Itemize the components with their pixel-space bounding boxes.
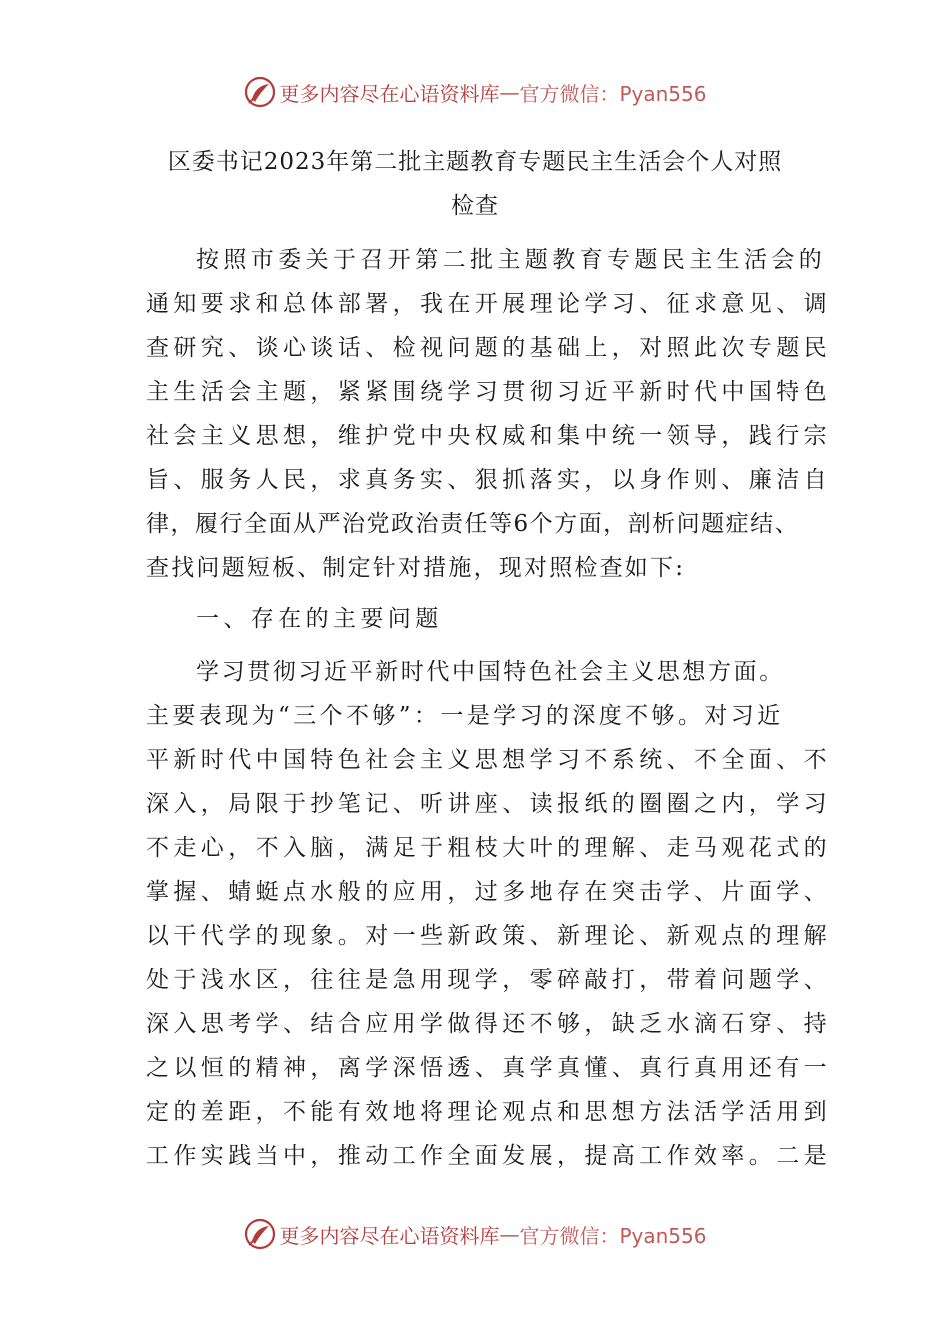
body-line: 不走心，不入脑，满足于粗枝大叶的理解、走马观花式的	[146, 835, 831, 861]
watermark-brand-text: 更多内容尽在心语资料库	[279, 1223, 500, 1248]
body-line: 深入，局限于抄笔记、听讲座、读报纸的圈圈之内，学习	[146, 791, 831, 817]
body-line: 学习贯彻习近平新时代中国特色社会主义思想方面。	[196, 659, 785, 685]
body-line: 按照市委关于召开第二批主题教育专题民主生活会的	[196, 247, 827, 273]
watermark-brand-text: 更多内容尽在心语资料库	[279, 81, 500, 106]
watermark-banner-top	[0, 72, 950, 112]
body-line: 查研究、谈心谈话、检视问题的基础上，对照此次专题民	[146, 335, 831, 361]
body-line: 之以恒的精神，离学深悟透、真学真懂、真行真用还有一	[146, 1055, 831, 1081]
document-title-line-1: 区委书记2023年第二批主题教育专题民主生活会个人对照	[167, 149, 783, 175]
body-line: 查找问题短板、制定针对措施，现对照检查如下:	[146, 555, 686, 581]
body-line: 定的差距，不能有效地将理论观点和思想方法活学活用到	[146, 1099, 831, 1125]
body-line: 社会主义思想，维护党中央权威和集中统一领导，践行宗	[146, 423, 831, 449]
watermark-wechat-text: 官方微信：Pyan556	[519, 81, 707, 106]
watermark-separator: —	[499, 80, 520, 104]
watermark-wechat-text: 官方微信：Pyan556	[519, 1223, 707, 1248]
body-line: 掌握、蜻蜓点水般的应用，过多地存在突击学、片面学、	[146, 879, 831, 905]
body-line: 平新时代中国特色社会主义思想学习不系统、不全面、不	[146, 747, 831, 773]
body-line: 主生活会主题，紧紧围绕学习贯彻习近平新时代中国特色	[146, 379, 831, 405]
body-line: 处于浅水区，往往是急用现学，零碎敲打，带着问题学、	[146, 967, 831, 993]
watermark-separator: —	[499, 1222, 520, 1246]
body-line: 深入思考学、结合应用学做得还不够，缺乏水滴石穿、持	[146, 1011, 831, 1037]
brand-logo-icon	[243, 1217, 277, 1251]
document-title-line-2: 检查	[451, 193, 499, 219]
body-line: 工作实践当中，推动工作全面发展，提高工作效率。二是	[146, 1143, 831, 1169]
body-line: 律，履行全面从严治党政治责任等6个方面，剖析问题症结、	[146, 511, 800, 537]
body-line: 通知要求和总体部署，我在开展理论学习、征求意见、调	[146, 291, 831, 317]
watermark-banner-bottom	[0, 1214, 950, 1254]
body-line: 以干代学的现象。对一些新政策、新理论、新观点的理解	[146, 923, 831, 949]
section-heading: 一、存在的主要问题	[196, 606, 443, 632]
body-line: 主要表现为“三个不够”：一是学习的深度不够。对习近	[146, 703, 784, 729]
body-line: 旨、服务人民，求真务实、狠抓落实，以身作则、廉洁自	[146, 467, 831, 493]
brand-logo-icon	[243, 75, 277, 109]
